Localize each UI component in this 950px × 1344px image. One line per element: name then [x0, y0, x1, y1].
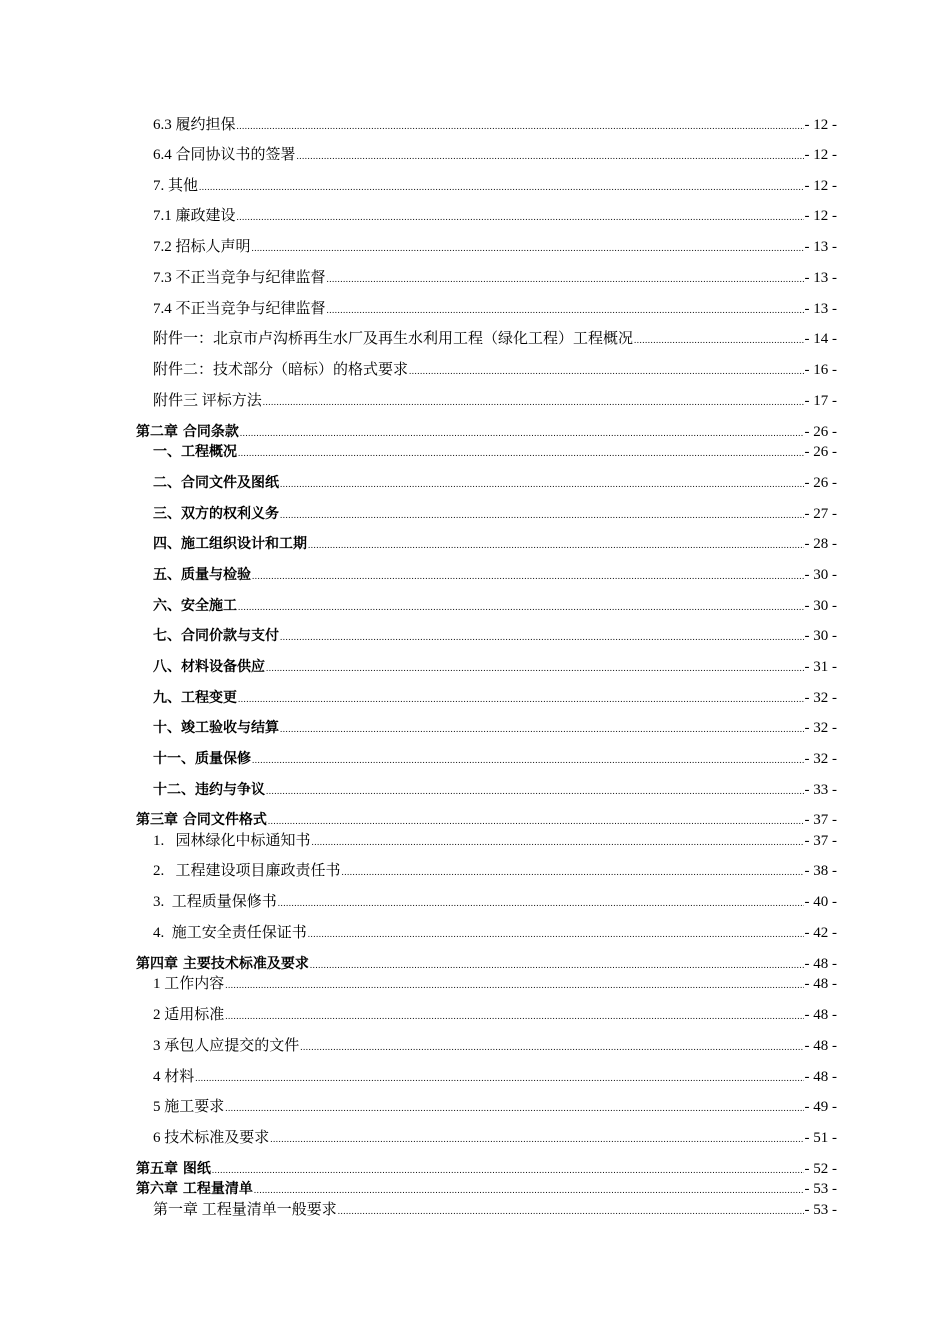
toc-chapter[interactable] — [136, 811, 837, 830]
toc-entry-page: - 13 - — [804, 301, 837, 317]
toc-entry[interactable] — [153, 207, 837, 226]
toc-entry[interactable] — [153, 924, 837, 943]
toc-entry-page: - 49 - — [804, 1099, 837, 1115]
dot-leader — [280, 475, 804, 493]
toc-entry[interactable] — [153, 832, 837, 851]
toc-entry-title: 十一、质量保修 — [153, 751, 251, 767]
dot-leader — [237, 208, 804, 226]
dot-leader — [409, 362, 803, 380]
toc-entry-page: - 30 - — [804, 567, 837, 583]
toc-entry-title: 7. 其他 — [153, 178, 199, 194]
toc-entry-title: 六、安全施工 — [153, 598, 237, 614]
toc-entry[interactable] — [153, 781, 837, 800]
toc-entry-title: 第一章 工程量清单一般要求 — [153, 1202, 337, 1218]
toc-entry[interactable] — [153, 392, 837, 411]
toc-entry[interactable] — [153, 689, 837, 708]
toc-entry[interactable] — [153, 361, 837, 380]
toc-entry-title: 6.3 履约担保 — [153, 117, 236, 133]
toc-entry-page: - 12 - — [804, 117, 837, 133]
dot-leader — [225, 1099, 803, 1117]
dot-leader — [270, 1130, 803, 1148]
toc-entry-page: - 26 - — [804, 424, 837, 440]
dot-leader — [238, 690, 804, 708]
toc-entry-page: - 28 - — [804, 536, 837, 552]
dot-leader — [263, 393, 804, 411]
toc-chapter[interactable] — [136, 1160, 837, 1179]
toc-chapter[interactable] — [136, 955, 837, 974]
toc-entry-title: 7.3 不正当竞争与纪律监督 — [153, 270, 326, 286]
toc-entry-title: 2 适用标准 — [153, 1007, 225, 1023]
toc-entry[interactable] — [153, 443, 837, 462]
toc-entry-page: - 48 - — [804, 956, 837, 972]
dot-leader — [212, 1161, 804, 1179]
toc-entry-title: 附件二：技术部分（暗标）的格式要求 — [153, 362, 409, 378]
toc-entry[interactable] — [153, 505, 837, 524]
toc-entry-title: 五、质量与检验 — [153, 567, 251, 583]
toc-entry-page: - 13 - — [804, 239, 837, 255]
toc-entry[interactable] — [153, 146, 837, 165]
toc-entry-title: 第四章 主要技术标准及要求 — [136, 956, 309, 972]
dot-leader — [254, 1181, 804, 1199]
dot-leader — [297, 147, 804, 165]
toc-entry-title: 十二、违约与争议 — [153, 782, 265, 798]
toc-entry-title: 十、竣工验收与结算 — [153, 720, 279, 736]
toc-entry[interactable] — [153, 719, 837, 738]
toc-entry-page: - 27 - — [804, 506, 837, 522]
toc-entry-page: - 48 - — [804, 976, 837, 992]
toc-entry[interactable] — [153, 862, 837, 881]
toc-entry[interactable] — [153, 750, 837, 769]
dot-leader — [280, 720, 804, 738]
toc-entry-title: 7.1 廉政建设 — [153, 208, 236, 224]
toc-entry-title: 附件三 评标方法 — [153, 393, 262, 409]
toc-chapter[interactable] — [136, 423, 837, 442]
dot-leader — [225, 1007, 803, 1025]
toc-entry[interactable] — [153, 597, 837, 616]
toc-entry-page: - 17 - — [804, 393, 837, 409]
dot-leader — [268, 812, 804, 830]
toc-entry[interactable] — [153, 330, 837, 349]
toc-entry-title: 附件一：北京市卢沟桥再生水厂及再生水利用工程（绿化工程）工程概况 — [153, 331, 634, 347]
dot-leader — [238, 444, 804, 462]
dot-leader — [338, 1202, 804, 1220]
toc-entry-title: 7.4 不正当竞争与纪律监督 — [153, 301, 326, 317]
toc-entry-title: 5 施工要求 — [153, 1099, 225, 1115]
toc-entry[interactable] — [153, 116, 837, 135]
dot-leader — [266, 782, 804, 800]
toc-entry[interactable] — [153, 1129, 837, 1148]
toc-entry[interactable] — [153, 975, 837, 994]
toc-entry-page: - 26 - — [804, 444, 837, 460]
toc-entry[interactable] — [153, 566, 837, 585]
toc-entry-page: - 26 - — [804, 475, 837, 491]
toc-entry-title: 第三章 合同文件格式 — [136, 812, 267, 828]
toc-entry-page: - 32 - — [804, 690, 837, 706]
toc-entry[interactable] — [153, 627, 837, 646]
toc-entry-page: - 38 - — [804, 863, 837, 879]
toc-entry-page: - 14 - — [804, 331, 837, 347]
toc-entry-title: 九、工程变更 — [153, 690, 237, 706]
toc-entry-page: - 12 - — [804, 178, 837, 194]
toc-entry-page: - 31 - — [804, 659, 837, 675]
toc-entry[interactable] — [153, 300, 837, 319]
toc-entry-title: 3. 工程质量保修书 — [153, 894, 277, 910]
toc-entry-page: - 48 - — [804, 1069, 837, 1085]
toc-entry[interactable] — [153, 1201, 837, 1220]
dot-leader — [312, 833, 804, 851]
toc-entry-title: 3 承包人应提交的文件 — [153, 1038, 300, 1054]
toc-entry[interactable] — [153, 269, 837, 288]
toc-entry[interactable] — [153, 177, 837, 196]
toc-entry-title: 6 技术标准及要求 — [153, 1130, 270, 1146]
toc-entry-title: 三、双方的权利义务 — [153, 506, 279, 522]
toc-entry-title: 一、工程概况 — [153, 444, 237, 460]
dot-leader — [342, 863, 804, 881]
toc-entry-title: 第五章 图纸 — [136, 1161, 211, 1177]
toc-entry-title: 4 材料 — [153, 1069, 195, 1085]
toc-entry-page: - 48 - — [804, 1007, 837, 1023]
dot-leader — [237, 117, 804, 135]
toc-entry-page: - 33 - — [804, 782, 837, 798]
toc-entry-title: 七、合同价款与支付 — [153, 628, 279, 644]
toc-entry-title: 2. 工程建设项目廉政责任书 — [153, 863, 341, 879]
dot-leader — [300, 1038, 803, 1056]
dot-leader — [280, 506, 804, 524]
dot-leader — [308, 925, 804, 943]
toc-entry[interactable] — [153, 474, 837, 493]
toc-entry[interactable] — [153, 535, 837, 554]
toc-entry-title: 四、施工组织设计和工期 — [153, 536, 307, 552]
toc-entry-page: - 37 - — [804, 833, 837, 849]
toc-entry-page: - 53 - — [804, 1181, 837, 1197]
toc-entry-title: 第六章 工程量清单 — [136, 1181, 253, 1197]
toc-entry-page: - 30 - — [804, 628, 837, 644]
toc-entry-page: - 32 - — [804, 751, 837, 767]
toc-entry-title: 7.2 招标人声明 — [153, 239, 251, 255]
toc-entry-title: 1 工作内容 — [153, 976, 225, 992]
dot-leader — [634, 331, 803, 349]
toc-entry[interactable] — [153, 893, 837, 912]
toc-entry-page: - 12 - — [804, 208, 837, 224]
toc-entry-title: 第二章 合同条款 — [136, 424, 239, 440]
toc-entry-page: - 51 - — [804, 1130, 837, 1146]
toc-entry-page: - 52 - — [804, 1161, 837, 1177]
dot-leader — [310, 956, 804, 974]
dot-leader — [327, 301, 804, 319]
dot-leader — [308, 536, 804, 554]
dot-leader — [266, 659, 804, 677]
dot-leader — [195, 1069, 803, 1087]
toc-entry-page: - 16 - — [804, 362, 837, 378]
toc-entry-title: 二、合同文件及图纸 — [153, 475, 279, 491]
dot-leader — [327, 270, 804, 288]
toc-entry-page: - 40 - — [804, 894, 837, 910]
dot-leader — [225, 976, 803, 994]
toc-entry-page: - 13 - — [804, 270, 837, 286]
toc-entry[interactable] — [153, 658, 837, 677]
toc-entry-page: - 42 - — [804, 925, 837, 941]
toc-entry[interactable] — [153, 1037, 837, 1056]
toc-entry-title: 八、材料设备供应 — [153, 659, 265, 675]
toc-entry-page: - 32 - — [804, 720, 837, 736]
dot-leader — [199, 178, 803, 196]
toc-entry-page: - 48 - — [804, 1038, 837, 1054]
toc-entry-title: 4. 施工安全责任保证书 — [153, 925, 307, 941]
toc-entry[interactable] — [153, 1006, 837, 1025]
dot-leader — [280, 628, 804, 646]
dot-leader — [278, 894, 804, 912]
toc-entry-page: - 53 - — [804, 1202, 837, 1218]
dot-leader — [252, 567, 804, 585]
toc-entry[interactable] — [153, 1098, 837, 1117]
dot-leader — [240, 424, 804, 442]
toc-entry-page: - 37 - — [804, 812, 837, 828]
dot-leader — [238, 598, 804, 616]
toc-chapter[interactable] — [136, 1180, 837, 1199]
toc-entry[interactable] — [153, 238, 837, 257]
toc-entry-title: 6.4 合同协议书的签署 — [153, 147, 296, 163]
toc-entry-page: - 30 - — [804, 598, 837, 614]
toc-entry-page: - 12 - — [804, 147, 837, 163]
toc-entry-title: 1. 园林绿化中标通知书 — [153, 833, 311, 849]
toc-entry[interactable] — [153, 1068, 837, 1087]
dot-leader — [252, 239, 804, 257]
dot-leader — [252, 751, 804, 769]
